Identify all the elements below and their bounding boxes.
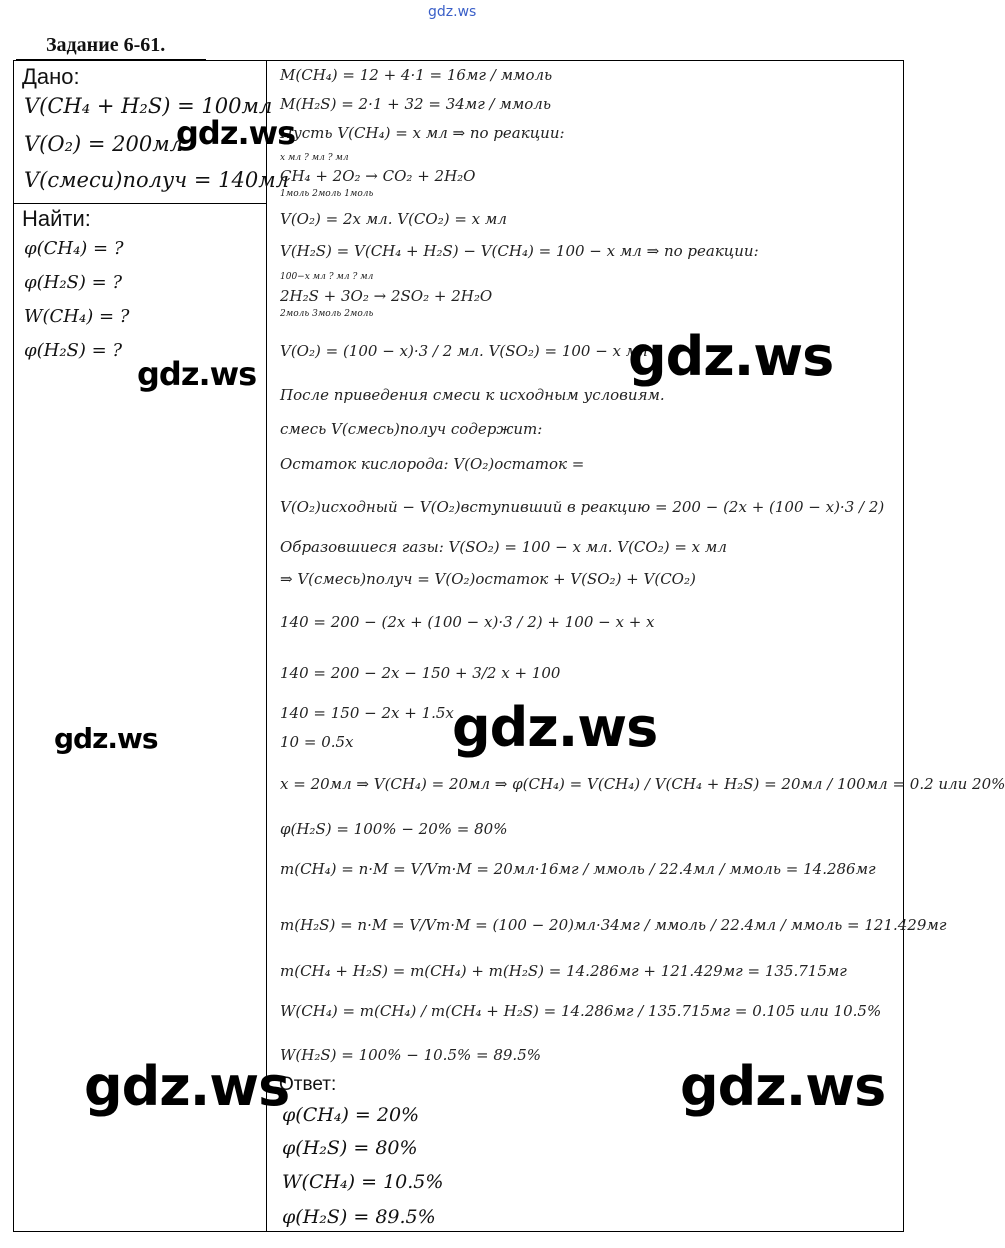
find-header: Найти:: [22, 206, 91, 231]
given-header: Дано:: [22, 64, 80, 89]
watermark: gdz.ws: [137, 355, 257, 393]
solution-line: 2моль 3моль 2моль: [280, 309, 374, 319]
task-title: Задание 6-61.: [46, 34, 166, 56]
answer-header: Ответ:: [279, 1074, 337, 1095]
solution-line: 1моль 2моль 1моль: [280, 189, 374, 199]
watermark-top: gdz.ws: [428, 4, 477, 20]
solution-line: Пусть V(CH₄) = x мл ⇒ по реакции:: [280, 124, 565, 142]
watermark: gdz.ws: [628, 325, 834, 388]
solution-line: V(O₂) = 2x мл. V(CO₂) = x мл: [280, 210, 507, 228]
solution-line: V(H₂S) = V(CH₄ + H₂S) − V(CH₄) = 100 − x мл ⇒ по реакции:: [280, 242, 759, 260]
given-item: V(CH₄ + H₂S) = 100мл: [24, 94, 273, 118]
solution-line: x = 20мл ⇒ V(CH₄) = 20мл ⇒ φ(CH₄) = V(CH₄) / V(CH₄ + H₂S) = 20мл / 100мл = 0.2 или 20%: [280, 775, 1005, 793]
find-item: φ(H₂S) = ?: [24, 272, 123, 293]
given-item: V(смеси)получ = 140мл: [24, 168, 290, 192]
answer-item: φ(H₂S) = 89.5%: [282, 1206, 436, 1228]
solution-line: M(CH₄) = 12 + 4·1 = 16мг / ммоль: [280, 66, 553, 84]
solution-line: 140 = 150 − 2x + 1.5x: [280, 704, 454, 722]
find-item: φ(CH₄) = ?: [24, 238, 124, 259]
solution-line: смесь V(смесь)получ содержит:: [280, 420, 543, 438]
solution-line: Образовшиеся газы: V(SO₂) = 100 − x мл. V(CO₂) = x мл: [280, 538, 727, 556]
answer-item: φ(H₂S) = 80%: [282, 1137, 418, 1159]
row-divider: [13, 203, 267, 204]
solution-line: m(H₂S) = n·M = V/Vm·M = (100 − 20)мл·34мг / ммоль / 22.4мл / ммоль = 121.429мг: [280, 916, 947, 934]
solution-line: ⇒ V(смесь)получ = V(O₂)остаток + V(SO₂) + V(CO₂): [280, 570, 696, 588]
find-item: φ(H₂S) = ?: [24, 340, 123, 361]
solution-line: 140 = 200 − (2x + (100 − x)·3 / 2) + 100 − x + x: [280, 613, 655, 631]
solution-line: 2H₂S + 3O₂ → 2SO₂ + 2H₂O: [280, 287, 493, 305]
find-item: W(CH₄) = ?: [24, 306, 130, 327]
answer-item: W(CH₄) = 10.5%: [282, 1171, 444, 1193]
watermark: gdz.ws: [452, 696, 658, 759]
solution-line: M(H₂S) = 2·1 + 32 = 34мг / ммоль: [280, 95, 552, 113]
solution-line: x мл ? мл ? мл: [280, 153, 349, 163]
solution-line: 100−x мл ? мл ? мл: [280, 272, 374, 282]
solution-line: m(CH₄ + H₂S) = m(CH₄) + m(H₂S) = 14.286мг + 121.429мг = 135.715мг: [280, 962, 847, 980]
solution-line: 10 = 0.5x: [280, 733, 354, 751]
solution-line: V(O₂)исходный − V(O₂)вступивший в реакцию = 200 − (2x + (100 − x)·3 / 2): [280, 498, 885, 516]
solution-line: W(H₂S) = 100% − 10.5% = 89.5%: [280, 1046, 541, 1064]
solution-line: 140 = 200 − 2x − 150 + 3/2 x + 100: [280, 664, 561, 682]
watermark: gdz.ws: [54, 722, 158, 755]
watermark: gdz.ws: [680, 1055, 886, 1118]
solution-line: φ(H₂S) = 100% − 20% = 80%: [280, 820, 508, 838]
watermark: gdz.ws: [84, 1055, 290, 1118]
watermark: gdz.ws: [176, 114, 296, 152]
solution-line: W(CH₄) = m(CH₄) / m(CH₄ + H₂S) = 14.286мг / 135.715мг = 0.105 или 10.5%: [280, 1002, 882, 1020]
answer-item: φ(CH₄) = 20%: [282, 1104, 420, 1126]
solution-line: CH₄ + 2O₂ → CO₂ + 2H₂O: [280, 167, 476, 185]
solution-line: m(CH₄) = n·M = V/Vm·M = 20мл·16мг / ммоль / 22.4мл / ммоль = 14.286мг: [280, 860, 876, 878]
solution-line: V(O₂) = (100 − x)·3 / 2 мл. V(SO₂) = 100 − x мл: [280, 342, 648, 360]
given-item: V(O₂) = 200мл: [24, 132, 183, 156]
solution-line: После приведения смеси к исходным условиям.: [280, 386, 665, 404]
solution-line: Остаток кислорода: V(O₂)остаток =: [280, 455, 585, 473]
